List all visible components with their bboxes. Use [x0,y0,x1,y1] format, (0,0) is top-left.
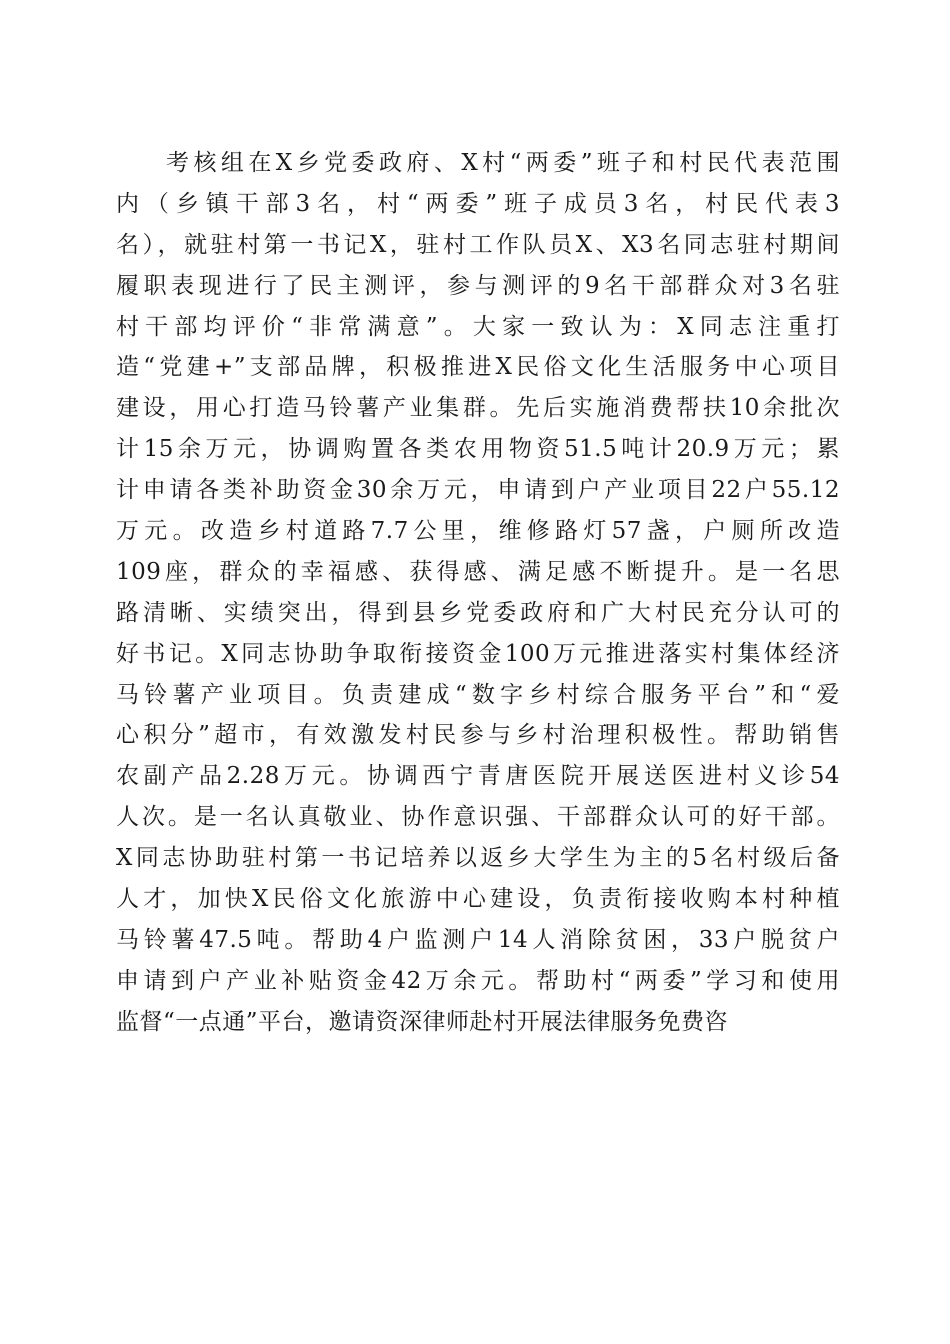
paragraph-line: X同志协助驻村第一书记培养以返乡大学生为主的5名村级后备 [116,845,840,872]
paragraph-line: 万元。改造乡村道路7.7公里，维修路灯57盏，户厕所改造 [116,518,840,545]
paragraph-line: 名），就驻村第一书记X，驻村工作队员X、X3名同志驻村期间 [116,231,840,258]
paragraph-line: 好书记。X同志协助争取衔接资金100万元推进落实村集体经济 [116,640,840,667]
paragraph-line: 村干部均评价“非常满意”。大家一致认为：X同志注重打 [116,313,840,340]
paragraph-line: 造“党建+”支部品牌，积极推进X民俗文化生活服务中心项目 [116,354,840,381]
paragraph-line: 农副产品2.28万元。协调西宁青唐医院开展送医进村义诊54 [116,763,840,790]
paragraph-line: 心积分”超市，有效激发村民参与乡村治理积极性。帮助销售 [116,722,840,749]
body-paragraph [116,143,840,1043]
paragraph-line: 考核组在X乡党委政府、X村“两委”班子和村民代表范围 [166,150,840,176]
paragraph-line: 人才，加快X民俗文化旅游中心建设，负责衔接收购本村种植 [116,886,840,913]
paragraph-line: 计15余万元，协调购置各类农用物资51.5吨计20.9万元；累 [116,436,840,463]
paragraph-line: 计申请各类补助资金30余万元，申请到户产业项目22户55.12 [116,477,840,504]
paragraph-line: 建设，用心打造马铃薯产业集群。先后实施消费帮扶10余批次 [116,395,840,422]
paragraph-line: 109座，群众的幸福感、获得感、满足感不断提升。是一名思 [116,558,840,585]
paragraph-line: 马铃薯47.5吨。帮助4户监测户14人消除贫困，33户脱贫户 [116,926,840,953]
paragraph-line: 申请到户产业补贴资金42万余元。帮助村“两委”学习和使用 [116,967,840,994]
paragraph-line: 马铃薯产业项目。负责建成“数字乡村综合服务平台”和“爱 [116,681,840,708]
paragraph-line: 人次。是一名认真敬业、协作意识强、干部群众认可的好干部。 [116,804,840,831]
paragraph-line: 路清晰、实绩突出，得到县乡党委政府和广大村民充分认可的 [116,599,840,626]
paragraph-line: 监督“一点通”平台，邀请资深律师赴村开展法律服务免费咨 [116,1008,729,1035]
paragraph-line: 履职表现进行了民主测评，参与测评的9名干部群众对3名驻 [116,272,840,299]
paragraph-line: 内（乡镇干部3名，村“两委”班子成员3名，村民代表3 [116,190,840,217]
